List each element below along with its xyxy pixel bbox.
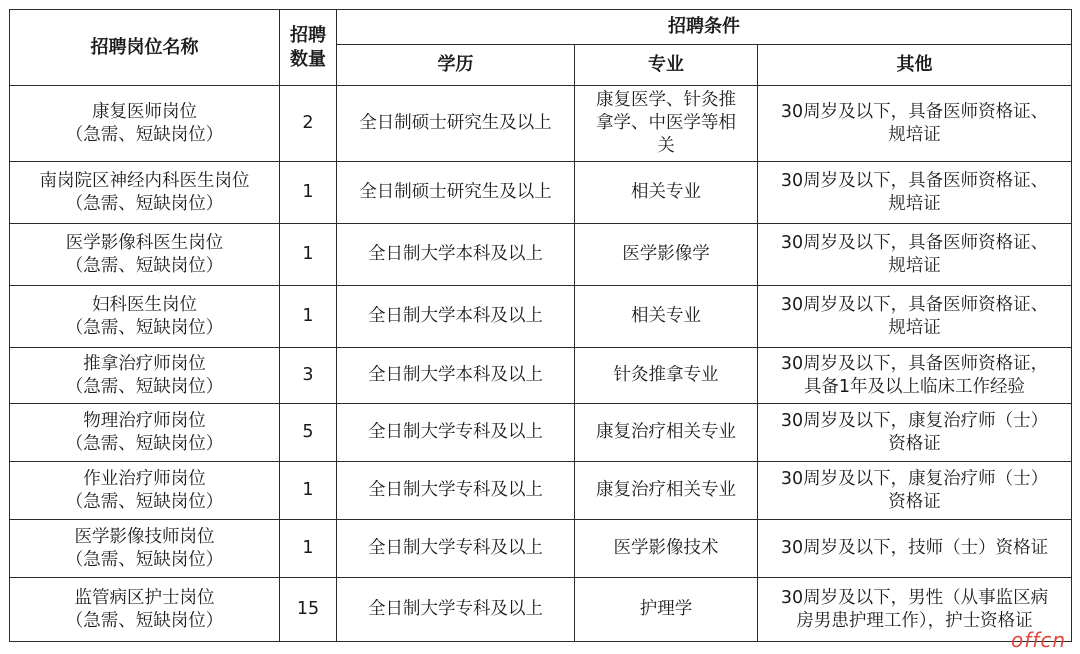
other-cell: 30周岁及以下，技师（士）资格证	[758, 520, 1072, 578]
position-cell: 康复医师岗位 （急需、短缺岗位）	[10, 86, 280, 162]
major-cell: 护理学	[575, 578, 758, 642]
other-cell: 30周岁及以下，具备医师资格证、 规培证	[758, 286, 1072, 348]
count-cell: 5	[280, 404, 337, 462]
education-cell: 全日制大学本科及以上	[337, 286, 575, 348]
other-cell: 30周岁及以下，具备医师资格证、 规培证	[758, 162, 1072, 224]
count-cell: 1	[280, 520, 337, 578]
major-cell: 针灸推拿专业	[575, 348, 758, 404]
other-cell: 30周岁及以下，具备医师资格证、 规培证	[758, 86, 1072, 162]
header-count: 招聘 数量	[280, 10, 337, 86]
education-cell: 全日制大学本科及以上	[337, 224, 575, 286]
header-major: 专业	[575, 45, 758, 86]
header-education: 学历	[337, 45, 575, 86]
other-cell: 30周岁及以下，具备医师资格证、 规培证	[758, 224, 1072, 286]
table-row	[10, 348, 1072, 404]
education-cell: 全日制硕士研究生及以上	[337, 86, 575, 162]
count-cell: 3	[280, 348, 337, 404]
table-row	[10, 404, 1072, 462]
other-cell: 30周岁及以下，男性（从事监区病 房男患护理工作），护士资格证	[758, 578, 1072, 642]
education-cell: 全日制大学专科及以上	[337, 404, 575, 462]
other-cell: 30周岁及以下，具备医师资格证， 具备1年及以上临床工作经验	[758, 348, 1072, 404]
other-cell: 30周岁及以下，康复治疗师（士） 资格证	[758, 404, 1072, 462]
position-cell: 医学影像技师岗位 （急需、短缺岗位）	[10, 520, 280, 578]
major-cell: 康复治疗相关专业	[575, 462, 758, 520]
table-row	[10, 462, 1072, 520]
other-cell: 30周岁及以下，康复治疗师（士） 资格证	[758, 462, 1072, 520]
header-position: 招聘岗位名称	[10, 10, 280, 86]
education-cell: 全日制大学本科及以上	[337, 348, 575, 404]
table-row	[10, 224, 1072, 286]
count-cell: 1	[280, 286, 337, 348]
major-cell: 医学影像学	[575, 224, 758, 286]
education-cell: 全日制大学专科及以上	[337, 462, 575, 520]
table-row	[10, 86, 1072, 162]
count-cell: 2	[280, 86, 337, 162]
table-row	[10, 286, 1072, 348]
major-cell: 康复治疗相关专业	[575, 404, 758, 462]
major-cell: 康复医学、针灸推 拿学、中医学等相 关	[575, 86, 758, 162]
education-cell: 全日制大学专科及以上	[337, 578, 575, 642]
count-cell: 1	[280, 162, 337, 224]
position-cell: 南岗院区神经内科医生岗位 （急需、短缺岗位）	[10, 162, 280, 224]
major-cell: 相关专业	[575, 286, 758, 348]
header-conditions: 招聘条件	[337, 10, 1072, 45]
table-row	[10, 162, 1072, 224]
count-cell: 1	[280, 224, 337, 286]
table-row	[10, 520, 1072, 578]
major-cell: 医学影像技术	[575, 520, 758, 578]
header-other: 其他	[758, 45, 1072, 86]
count-cell: 1	[280, 462, 337, 520]
position-cell: 监管病区护士岗位 （急需、短缺岗位）	[10, 578, 280, 642]
table-row	[10, 578, 1072, 642]
position-cell: 作业治疗师岗位 （急需、短缺岗位）	[10, 462, 280, 520]
education-cell: 全日制硕士研究生及以上	[337, 162, 575, 224]
position-cell: 推拿治疗师岗位 （急需、短缺岗位）	[10, 348, 280, 404]
position-cell: 物理治疗师岗位 （急需、短缺岗位）	[10, 404, 280, 462]
position-cell: 妇科医生岗位 （急需、短缺岗位）	[10, 286, 280, 348]
education-cell: 全日制大学专科及以上	[337, 520, 575, 578]
position-cell: 医学影像科医生岗位 （急需、短缺岗位）	[10, 224, 280, 286]
recruitment-table	[9, 9, 1072, 642]
count-cell: 15	[280, 578, 337, 642]
major-cell: 相关专业	[575, 162, 758, 224]
watermark-logo: offcn	[1011, 628, 1066, 652]
